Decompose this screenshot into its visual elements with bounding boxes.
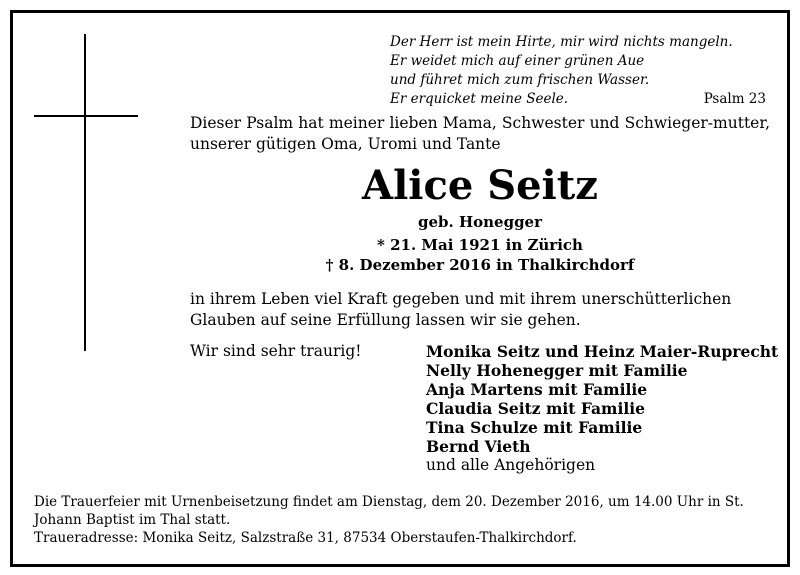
mourner-name: Monika Seitz und Heinz Maier-Ruprecht bbox=[426, 342, 779, 361]
mourning-address: Traueradresse: Monika Seitz, Salzstraße 31, 87534 Oberstaufen-Thalkirchdorf. bbox=[34, 530, 577, 546]
psalm-line: Der Herr ist mein Hirte, mir wird nichts mangeln. bbox=[390, 34, 733, 50]
psalm-line: Er erquicket meine Seele. bbox=[390, 91, 569, 107]
mourner-name: Anja Martens mit Familie bbox=[426, 380, 648, 399]
cross-vertical-bar bbox=[84, 34, 86, 351]
funeral-service-text: Die Trauerfeier mit Urnenbeisetzung findet am Dienstag, dem 20. Dezember 2016, um 14.00 Uhr in St. Johann Baptist im Thal statt. bbox=[34, 494, 744, 528]
mourners-list bbox=[426, 342, 779, 475]
cross-horizontal-bar bbox=[34, 115, 138, 117]
deceased-name: Alice Seitz bbox=[362, 162, 598, 209]
mourners-rest: und alle Angehörigen bbox=[426, 456, 596, 474]
psalm-line: Er weidet mich auf einer grünen Aue bbox=[390, 53, 645, 69]
birth-date: * 21. Mai 1921 in Zürich bbox=[377, 236, 583, 254]
death-date: † 8. Dezember 2016 in Thalkirchdorf bbox=[325, 256, 635, 274]
psalm-quote bbox=[390, 33, 766, 109]
farewell-text: in ihrem Leben viel Kraft gegeben und mit ihrem unerschütterlichen Glauben auf seine Erfüllung lassen wir sie gehen. bbox=[190, 290, 732, 329]
mourner-name: Tina Schulze mit Familie bbox=[426, 418, 643, 437]
sad-text: Wir sind sehr traurig! bbox=[190, 342, 362, 360]
intro-text: Dieser Psalm hat meiner lieben Mama, Schwester und Schwieger-mutter, unserer gütigen Oma, Uromi und Tante bbox=[190, 114, 770, 153]
mourner-name: Claudia Seitz mit Familie bbox=[426, 399, 645, 418]
maiden-name: geb. Honegger bbox=[417, 213, 542, 231]
mourner-name: Nelly Hohenegger mit Familie bbox=[426, 361, 688, 380]
psalm-line: und führet mich zum frischen Wasser. bbox=[390, 72, 650, 88]
mourner-name: Bernd Vieth bbox=[426, 437, 531, 456]
psalm-reference: Psalm 23 bbox=[703, 91, 766, 107]
funeral-info bbox=[34, 493, 770, 547]
